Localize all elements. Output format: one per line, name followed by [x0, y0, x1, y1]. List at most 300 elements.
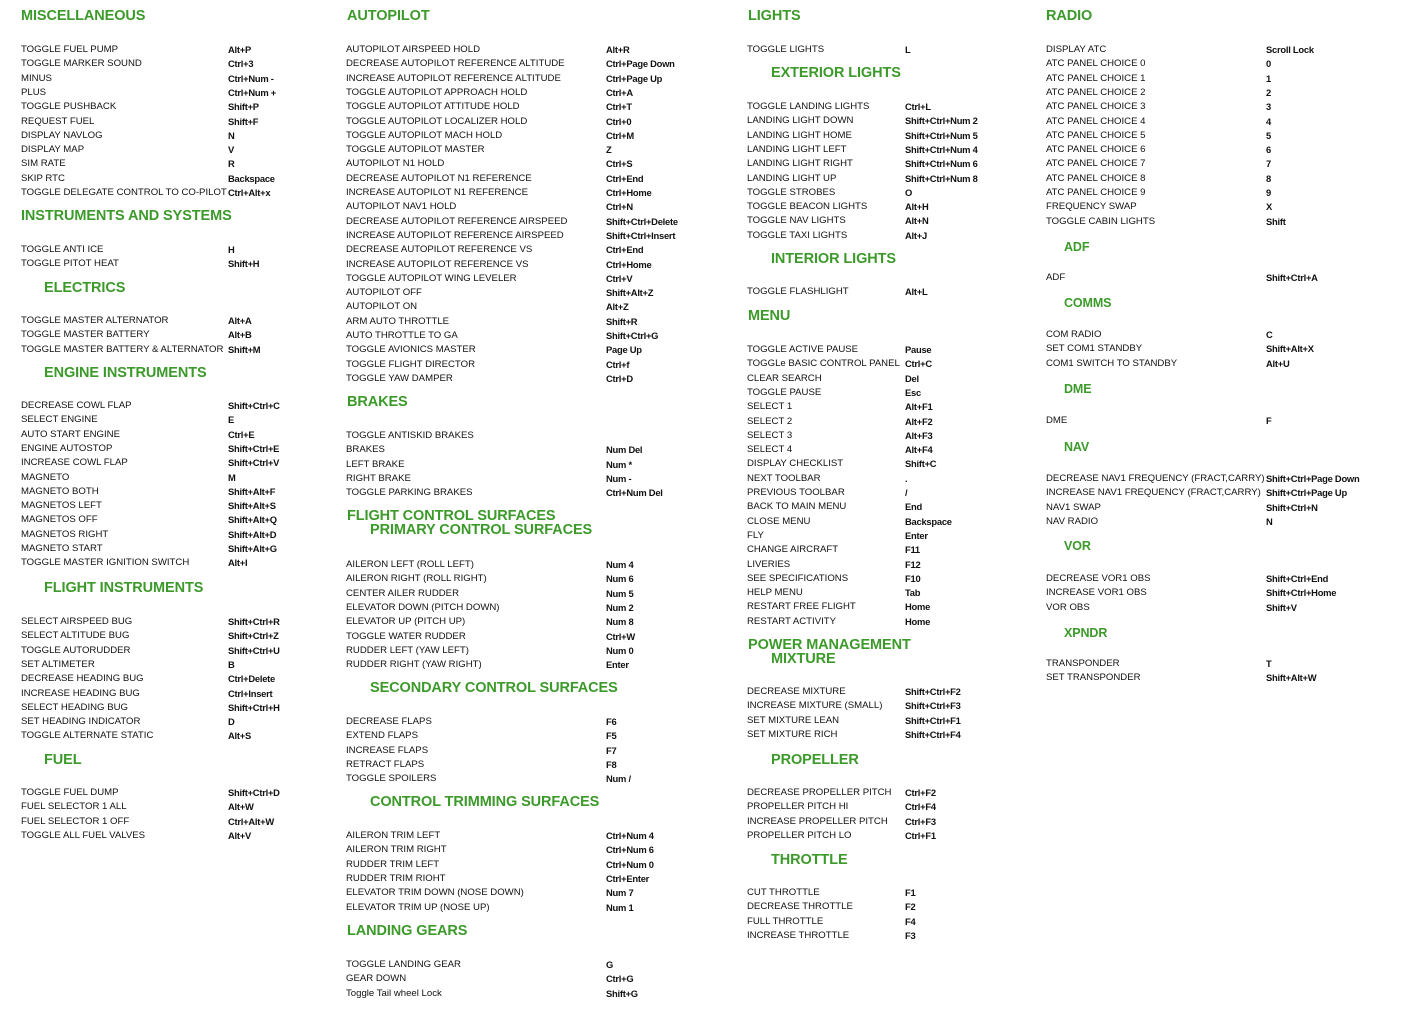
- action-label: ENGINE AUTOSTOP: [21, 442, 113, 454]
- key-binding: Alt+H: [905, 201, 929, 213]
- key-binding: Alt+U: [1266, 357, 1290, 369]
- section-title: XPNDR: [1064, 626, 1108, 640]
- action-label: DISPLAY CHECKLIST: [747, 458, 844, 470]
- key-binding: Ctrl+M: [606, 129, 634, 141]
- key-binding: Alt+F3: [905, 429, 933, 441]
- section-title: FLIGHT INSTRUMENTS: [44, 580, 204, 596]
- action-label: AUTO THROTTLE TO GA: [346, 330, 458, 341]
- key-binding: 5: [1266, 129, 1271, 141]
- key-binding: 2: [1266, 86, 1271, 98]
- key-binding: Shift+Ctrl+Z: [228, 630, 279, 642]
- action-label: SEE SPECIFICATIONS: [747, 572, 849, 584]
- key-binding: Shift+Ctrl+Page Up: [1266, 487, 1347, 499]
- action-label: ATC PANEL CHOICE 9: [1046, 187, 1146, 198]
- key-binding: Shift+Ctrl+Delete: [606, 215, 678, 227]
- action-label: TOGGLE PUSHBACK: [21, 101, 117, 113]
- action-label: ATC PANEL CHOICE 1: [1046, 72, 1146, 84]
- key-binding: Alt+J: [905, 229, 927, 241]
- action-label: DECREASE THROTTLE: [747, 901, 853, 913]
- key-binding: Shift+P: [228, 101, 259, 113]
- action-label: SET ALTIMETER: [21, 658, 95, 670]
- key-binding: H: [228, 244, 235, 255]
- key-binding: Shift+Alt+F: [228, 485, 276, 497]
- key-binding: Alt+W: [228, 801, 254, 813]
- key-binding: Shift+Alt+S: [228, 500, 276, 512]
- action-label: ELEVATOR TRIM UP (NOSE UP): [346, 901, 490, 913]
- action-label: ELEVATOR TRIM DOWN (NOSE DOWN): [346, 887, 524, 899]
- key-binding: Shift+Ctrl+E: [228, 442, 280, 454]
- action-label: DECREASE PROPELLER PITCH: [747, 787, 892, 798]
- key-binding: Num 7: [606, 887, 634, 899]
- key-binding: F1: [905, 887, 916, 898]
- key-binding: Ctrl+f: [606, 358, 630, 370]
- action-label: SKIP RTC: [21, 172, 65, 184]
- key-binding: Ctrl+C: [905, 358, 932, 370]
- key-binding: Z: [606, 144, 612, 156]
- key-binding: M: [228, 471, 236, 483]
- action-label: TOGGLE MASTER ALTERNATOR: [21, 315, 169, 326]
- action-label: INCREASE VOR1 OBS: [1046, 587, 1147, 599]
- action-label: INCREASE PROPELLER PITCH: [747, 815, 888, 827]
- key-binding: Alt+F1: [905, 401, 933, 413]
- key-binding: Shift+Ctrl+N: [1266, 501, 1318, 513]
- key-binding: Ctrl+Num 4: [606, 830, 654, 841]
- key-binding: Shift+Ctrl+Num 5: [905, 129, 978, 141]
- section-title: AUTOPILOT: [347, 8, 430, 24]
- key-binding: Tab: [905, 587, 921, 599]
- key-binding: D: [228, 716, 235, 728]
- section-title: CONTROL TRIMMING SURFACES: [370, 794, 600, 810]
- key-binding: .: [905, 472, 908, 484]
- action-label: TOGGLE MASTER BATTERY & ALTERNATOR: [21, 343, 224, 355]
- action-label: LANDING LIGHT UP: [747, 172, 837, 184]
- action-label: EXTEND FLAPS: [346, 730, 418, 742]
- action-label: SET COM1 STANDBY: [1046, 343, 1143, 355]
- key-binding: Enter: [606, 659, 629, 671]
- key-binding: G: [606, 959, 614, 970]
- action-label: MAGNETOS OFF: [21, 514, 98, 526]
- key-binding: Backspace: [905, 515, 952, 527]
- action-label: NAV RADIO: [1046, 515, 1099, 527]
- action-label: ATC PANEL CHOICE 0: [1046, 58, 1146, 70]
- section-title: THROTTLE: [771, 852, 848, 868]
- key-binding: Num 8: [606, 616, 634, 628]
- action-label: MAGNETO START: [21, 543, 103, 554]
- action-label: TOGGLE AUTOPILOT LOCALIZER HOLD: [346, 115, 528, 127]
- key-binding: Alt+N: [905, 215, 929, 227]
- action-label: TOGGLE FUEL PUMP: [21, 44, 119, 55]
- action-label: RESTART FREE FLIGHT: [747, 601, 856, 613]
- key-binding: Ctrl+Home: [606, 258, 652, 270]
- action-label: REQUEST FUEL: [21, 115, 95, 127]
- section-title: VOR: [1064, 539, 1091, 553]
- action-label: INCREASE NAV1 FREQUENCY (FRACT,CARRY): [1046, 487, 1261, 499]
- key-binding: F7: [606, 744, 617, 756]
- key-binding: Ctrl+D: [606, 372, 633, 384]
- key-binding: F3: [905, 929, 916, 941]
- section-title: FLIGHT CONTROL SURFACES: [347, 508, 556, 524]
- action-label: PROPELLER PITCH LO: [747, 829, 852, 841]
- action-label: SIM RATE: [21, 158, 66, 170]
- key-binding: Shift+H: [228, 258, 260, 270]
- key-binding: F: [1266, 415, 1272, 426]
- key-binding: N: [228, 129, 235, 141]
- key-binding: F5: [606, 730, 617, 742]
- key-binding: Num 4: [606, 559, 634, 570]
- key-binding: 3: [1266, 101, 1271, 113]
- action-label: TOGGLE MASTER IGNITION SWITCH: [21, 557, 190, 569]
- action-label: DISPLAY MAP: [21, 144, 85, 156]
- section-title: POWER MANAGEMENT: [748, 637, 911, 653]
- action-label: ADF: [1046, 272, 1066, 283]
- key-binding: Shift+Ctrl+F3: [905, 700, 961, 712]
- action-label: RUDDER RIGHT (YAW RIGHT): [346, 659, 482, 671]
- action-label: ATC PANEL CHOICE 3: [1046, 101, 1146, 113]
- action-label: ELEVATOR DOWN (PITCH DOWN): [346, 601, 500, 613]
- action-label: SET MIXTURE RICH: [747, 728, 838, 740]
- action-label: SELECT ENGINE: [21, 414, 98, 426]
- key-binding: F8: [606, 758, 617, 770]
- action-label: TOGGLE YAW DAMPER: [346, 372, 453, 384]
- key-binding: 7: [1266, 158, 1271, 170]
- action-label: RUDDER TRIM LEFT: [346, 858, 440, 870]
- key-binding: E: [228, 414, 235, 426]
- key-binding: Ctrl+Alt+x: [228, 187, 271, 198]
- action-label: TOGGLE AUTOPILOT WING LEVELER: [346, 272, 517, 284]
- action-label: RUDDER LEFT (YAW LEFT): [346, 644, 469, 656]
- action-label: ELEVATOR UP (PITCH UP): [346, 616, 466, 628]
- section-subtitle: MIXTURE: [771, 651, 836, 667]
- action-label: AUTOPILOT OFF: [346, 287, 422, 299]
- section-title: INTERIOR LIGHTS: [771, 251, 896, 267]
- key-binding: Shift+Ctrl+F4: [905, 728, 961, 740]
- action-label: TOGGLE WATER RUDDER: [346, 630, 466, 642]
- action-label: NAV1 SWAP: [1046, 501, 1101, 513]
- action-label: SET TRANSPONDER: [1046, 672, 1141, 684]
- action-label: ATC PANEL CHOICE 7: [1046, 158, 1146, 170]
- action-label: SELECT HEADING BUG: [21, 701, 128, 713]
- action-label: TOGGLE ALTERNATE STATIC: [21, 730, 154, 742]
- key-binding: F6: [606, 716, 617, 727]
- key-binding: R: [228, 158, 235, 170]
- key-binding: Ctrl+E: [228, 428, 255, 440]
- action-label: FULL THROTTLE: [747, 915, 824, 927]
- action-label: TOGGLE LANDING LIGHTS: [747, 101, 870, 112]
- key-binding: Shift+Ctrl+U: [228, 644, 280, 656]
- action-label: DECREASE AUTOPILOT REFERENCE ALTITUDE: [346, 58, 565, 70]
- key-binding: Ctrl+Num +: [228, 86, 277, 98]
- action-label: TOGGLE AVIONICS MASTER: [346, 344, 476, 356]
- key-binding: Shift+Ctrl+R: [228, 616, 280, 627]
- section-title: BRAKES: [347, 394, 408, 410]
- action-label: RUDDER TRIM RIOHT: [346, 872, 446, 884]
- action-label: DECREASE AUTOPILOT REFERENCE AIRSPEED: [346, 215, 568, 227]
- action-label: MAGNETO BOTH: [21, 485, 99, 497]
- action-label: FLY: [747, 529, 764, 541]
- key-binding: Num 2: [606, 601, 634, 613]
- action-label: AILERON LEFT (ROLL LEFT): [346, 559, 474, 570]
- action-label: TOGGLE LIGHTS: [747, 44, 825, 55]
- key-binding: Ctrl+A: [606, 86, 633, 98]
- action-label: AILERON TRIM LEFT: [346, 830, 441, 841]
- action-label: TOGGLE ANTISKID BRAKES: [346, 430, 474, 441]
- key-binding: Shift+Ctrl+Page Down: [1266, 473, 1360, 484]
- action-label: ARM AUTO THROTTLE: [346, 315, 450, 327]
- key-binding: Alt+R: [606, 44, 630, 55]
- key-binding: Ctrl+Page Up: [606, 72, 663, 84]
- action-label: MINUS: [21, 72, 52, 84]
- section-subtitle: PRIMARY CONTROL SURFACES: [370, 522, 593, 538]
- action-label: FUEL SELECTOR 1 OFF: [21, 815, 130, 827]
- action-label: AILERON RIGHT (ROLL RIGHT): [346, 573, 487, 585]
- key-binding: Ctrl+F2: [905, 787, 936, 798]
- action-label: SELECT AIRSPEED BUG: [21, 616, 133, 627]
- key-binding: Alt+F2: [905, 415, 933, 427]
- action-label: DME: [1046, 415, 1068, 426]
- action-label: RESTART ACTIVITY: [747, 615, 837, 627]
- key-binding: Num -: [606, 472, 632, 484]
- action-label: DECREASE NAV1 FREQUENCY (FRACT,CARRY): [1046, 473, 1265, 484]
- action-label: TOGGLE CABIN LIGHTS: [1046, 215, 1156, 227]
- key-binding: F4: [905, 915, 916, 927]
- key-binding: Shift+Ctrl+D: [228, 787, 280, 798]
- action-label: INCREASE AUTOPILOT REFERENCE VS: [346, 258, 529, 270]
- key-binding: Ctrl+Num Del: [606, 487, 663, 499]
- key-binding: Alt+V: [228, 829, 251, 841]
- action-label: DECREASE AUTOPILOT REFERENCE VS: [346, 244, 533, 256]
- key-binding: Home: [905, 615, 931, 627]
- action-label: TOGGLE FLIGHT DIRECTOR: [346, 358, 476, 370]
- action-label: INCREASE AUTOPILOT REFERENCE AIRSPEED: [346, 229, 564, 241]
- key-binding: Num Del: [606, 444, 643, 456]
- action-label: LANDING LIGHT DOWN: [747, 115, 854, 127]
- section-title: DME: [1064, 382, 1092, 396]
- action-label: TOGGLE MASTER BATTERY: [21, 329, 150, 341]
- action-label: TOGGLE PITOT HEAT: [21, 258, 119, 270]
- key-binding: Shift+R: [606, 315, 638, 327]
- key-binding: Ctrl+Page Down: [606, 58, 675, 70]
- action-label: TOGGLE NAV LIGHTS: [747, 215, 846, 227]
- action-label: TOGGLE FLASHLIGHT: [747, 286, 849, 297]
- action-label: CENTER AILER RUDDER: [346, 587, 460, 599]
- action-label: SET MIXTURE LEAN: [747, 714, 840, 726]
- action-label: BRAKES: [346, 444, 385, 456]
- action-label: AUTOPILOT AIRSPEED HOLD: [346, 44, 480, 55]
- action-label: INCREASE HEADING BUG: [21, 687, 140, 699]
- key-binding: End: [905, 501, 922, 513]
- key-binding: Ctrl+Home: [606, 187, 652, 198]
- key-binding: Shift+Alt+G: [228, 543, 277, 554]
- key-binding: Enter: [905, 529, 928, 541]
- key-binding: Page Up: [606, 344, 642, 356]
- key-binding: Alt+I: [228, 557, 248, 569]
- action-label: INCREASE FLAPS: [346, 744, 429, 756]
- action-label: AUTO START ENGINE: [21, 428, 120, 440]
- action-label: HELP MENU: [747, 587, 803, 599]
- action-label: ATC PANEL CHOICE 2: [1046, 86, 1146, 98]
- action-label: TOGGLE PARKING BRAKES: [346, 487, 473, 499]
- action-label: PROPELLER PITCH HI: [747, 801, 849, 813]
- key-binding: Alt+A: [228, 315, 252, 326]
- key-binding: 9: [1266, 187, 1271, 198]
- action-label: DECREASE COWL FLAP: [21, 400, 132, 411]
- action-label: TOGGLE MARKER SOUND: [21, 58, 142, 70]
- key-binding: Ctrl+F1: [905, 829, 936, 841]
- action-label: TOGGLE ACTIVE PAUSE: [747, 344, 859, 355]
- action-label: TOGGLE ALL FUEL VALVES: [21, 829, 146, 841]
- action-label: GEAR DOWN: [346, 973, 407, 985]
- section-title: MENU: [748, 308, 791, 324]
- action-label: SET HEADING INDICATOR: [21, 716, 141, 728]
- key-binding: Scroll Lock: [1266, 44, 1314, 55]
- key-binding: Shift+C: [905, 458, 937, 470]
- key-binding: Backspace: [228, 172, 275, 184]
- key-binding: Ctrl+W: [606, 630, 635, 642]
- action-label: TOGGLE AUTOPILOT MACH HOLD: [346, 129, 503, 141]
- action-label: TOGGLE DELEGATE CONTROL TO CO-PILOT: [21, 187, 227, 198]
- key-binding: Shift+Alt+X: [1266, 343, 1314, 355]
- action-label: AUTOPILOT N1 HOLD: [346, 158, 445, 170]
- key-binding: Ctrl+3: [228, 58, 254, 70]
- key-binding: F11: [905, 544, 920, 556]
- action-label: COM RADIO: [1046, 329, 1102, 340]
- key-binding: Ctrl+N: [606, 201, 633, 213]
- key-binding: F12: [905, 558, 921, 570]
- action-label: MAGNETO: [21, 471, 70, 483]
- action-label: INCREASE AUTOPILOT N1 REFERENCE: [346, 187, 528, 198]
- key-binding: Num 5: [606, 587, 634, 599]
- action-label: DECREASE HEADING BUG: [21, 673, 144, 685]
- action-label: TOGGLE AUTOPILOT MASTER: [346, 144, 485, 156]
- key-binding: L: [905, 44, 911, 55]
- key-binding: 4: [1266, 115, 1271, 127]
- key-binding: Home: [905, 601, 931, 613]
- action-label: FREQUENCY SWAP: [1046, 201, 1137, 213]
- key-binding: Num 1: [606, 901, 634, 913]
- key-binding: Ctrl+End: [606, 172, 644, 184]
- action-label: COM1 SWITCH TO STANDBY: [1046, 357, 1178, 369]
- key-binding: Ctrl+Insert: [228, 687, 273, 699]
- action-label: ATC PANEL CHOICE 8: [1046, 172, 1146, 184]
- action-label: CLOSE MENU: [747, 515, 811, 527]
- section-title: FUEL: [44, 752, 82, 768]
- action-label: SELECT ALTITUDE BUG: [21, 630, 130, 642]
- key-binding: Ctrl+L: [905, 101, 931, 112]
- key-binding: C: [1266, 329, 1273, 340]
- action-label: AUTOPILOT ON: [346, 301, 418, 313]
- section-title: LIGHTS: [748, 8, 801, 24]
- key-binding: Shift+Ctrl+C: [228, 400, 280, 411]
- action-label: DECREASE AUTOPILOT N1 REFERENCE: [346, 172, 532, 184]
- key-binding: Ctrl+Num -: [228, 72, 274, 84]
- key-binding: Ctrl+F4: [905, 801, 936, 813]
- action-label: CLEAR SEARCH: [747, 372, 822, 384]
- key-binding: Shift+Ctrl+Num 2: [905, 115, 978, 127]
- section-title: ELECTRICS: [44, 280, 126, 296]
- action-label: DECREASE MIXTURE: [747, 686, 846, 697]
- key-binding: Shift+Alt+Z: [606, 287, 654, 299]
- key-binding: 0: [1266, 58, 1271, 70]
- key-binding: Ctrl+S: [606, 158, 633, 170]
- key-binding: Ctrl+Alt+W: [228, 815, 274, 827]
- action-label: RETRACT FLAPS: [346, 758, 425, 770]
- key-binding: 6: [1266, 144, 1271, 156]
- action-label: MAGNETOS LEFT: [21, 500, 102, 512]
- key-binding: Ctrl+Delete: [228, 673, 276, 685]
- key-binding: Shift+Ctrl+Num 8: [905, 172, 978, 184]
- section-title: RADIO: [1046, 8, 1093, 24]
- section-title: MISCELLANEOUS: [21, 8, 146, 24]
- action-label: DISPLAY NAVLOG: [21, 129, 103, 141]
- key-binding: Shift+Ctrl+Insert: [606, 229, 676, 241]
- section-title: EXTERIOR LIGHTS: [771, 65, 901, 81]
- action-label: VOR OBS: [1046, 601, 1090, 613]
- key-binding: Ctrl+End: [606, 244, 644, 256]
- action-label: DECREASE VOR1 OBS: [1046, 573, 1151, 584]
- key-binding: T: [1266, 658, 1272, 669]
- key-binding: Shift+Ctrl+G: [606, 330, 659, 341]
- key-binding: Shift+Alt+Q: [228, 514, 277, 526]
- action-label: NEXT TOOLBAR: [747, 472, 821, 484]
- action-label: AILERON TRIM RIGHT: [346, 844, 447, 856]
- action-label: SELECT 2: [747, 415, 793, 427]
- key-binding: Alt+B: [228, 329, 252, 341]
- key-binding: Shift+Alt+D: [228, 528, 277, 540]
- action-label: INCREASE MIXTURE (SMALL): [747, 700, 883, 712]
- key-binding: Shift+Ctrl+End: [1266, 573, 1329, 584]
- action-label: INCREASE AUTOPILOT REFERENCE ALTITUDE: [346, 72, 561, 84]
- key-binding: Ctrl+G: [606, 973, 634, 985]
- section-title: PROPELLER: [771, 752, 859, 768]
- action-label: TOGGLE STROBES: [747, 186, 836, 198]
- action-label: INCREASE COWL FLAP: [21, 457, 128, 469]
- action-label: SELECT 1: [747, 401, 793, 413]
- action-label: TOGGLE ANTI ICE: [21, 244, 104, 255]
- section-title: INSTRUMENTS AND SYSTEMS: [21, 208, 232, 224]
- key-binding: Num 0: [606, 644, 634, 656]
- key-binding: Del: [905, 372, 919, 384]
- key-binding: Shift+F: [228, 115, 259, 127]
- action-label: TOGGLE FUEL DUMP: [21, 787, 119, 798]
- key-binding: Shift+Ctrl+Num 6: [905, 158, 978, 170]
- action-label: PREVIOUS TOOLBAR: [747, 487, 845, 498]
- key-binding: Ctrl+V: [606, 272, 633, 284]
- action-label: ATC PANEL CHOICE 5: [1046, 129, 1146, 141]
- key-binding: Alt+F4: [905, 444, 933, 456]
- action-label: ATC PANEL CHOICE 4: [1046, 115, 1146, 127]
- key-binding: Shift+Alt+W: [1266, 672, 1317, 684]
- action-label: LANDING LIGHT RIGHT: [747, 158, 853, 170]
- action-label: TOGGLE PAUSE: [747, 386, 822, 398]
- action-label: DISPLAY ATC: [1046, 44, 1107, 55]
- action-label: LIVERIES: [747, 558, 791, 570]
- key-binding: 1: [1266, 72, 1271, 84]
- action-label: ATC PANEL CHOICE 6: [1046, 144, 1146, 156]
- action-label: LEFT BRAKE: [346, 458, 405, 470]
- key-binding: Num *: [606, 458, 632, 470]
- action-label: LANDING LIGHT HOME: [747, 129, 852, 141]
- key-binding: Shift+Ctrl+Home: [1266, 587, 1337, 599]
- action-label: TOGGLE LANDING GEAR: [346, 959, 461, 970]
- key-binding: N: [1266, 515, 1273, 527]
- section-title: SECONDARY CONTROL SURFACES: [370, 680, 618, 696]
- key-binding: Ctrl+Num 6: [606, 844, 654, 856]
- action-label: SELECT 4: [747, 444, 793, 456]
- key-binding: Shift+V: [1266, 601, 1297, 613]
- key-binding: Shift+Ctrl+F1: [905, 714, 961, 726]
- key-binding: Esc: [905, 386, 921, 398]
- key-binding: F2: [905, 901, 916, 913]
